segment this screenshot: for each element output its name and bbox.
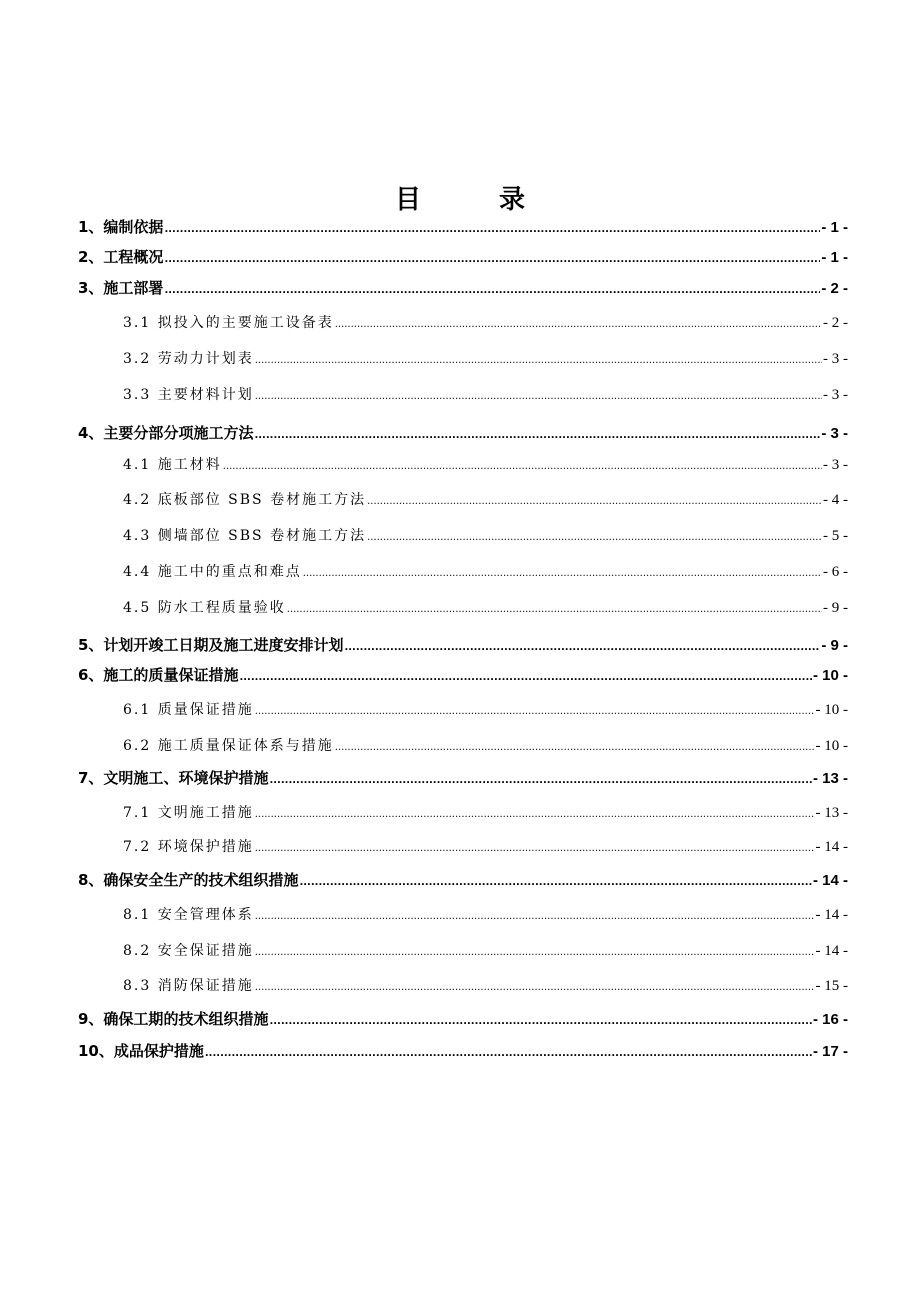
toc-entry-page-number: - 1 -	[821, 249, 848, 266]
toc-entry-label: 6.1 质量保证措施	[123, 702, 254, 718]
toc-entry-label: 7、文明施工、环境保护措施	[78, 769, 269, 787]
toc-dot-leader	[255, 836, 815, 860]
toc-entry-chapter[interactable]	[78, 869, 848, 891]
toc-entry-label: 3.2 劳动力计划表	[123, 351, 254, 367]
toc-entry-label: 7.2 环境保护措施	[123, 839, 254, 855]
toc-dot-leader	[164, 246, 820, 271]
toc-entry-section[interactable]	[78, 561, 848, 583]
toc-entry-page-number: - 3 -	[823, 351, 848, 367]
toc-dot-leader	[239, 664, 812, 689]
toc-dot-leader	[255, 802, 815, 826]
toc-entry-page-number: - 6 -	[823, 564, 848, 580]
toc-entry-label: 8.3 消防保证措施	[123, 978, 254, 994]
toc-entry-label: 8、确保安全生产的技术组织措施	[78, 871, 299, 889]
toc-entry-page-number: - 10 -	[815, 738, 848, 754]
toc-dot-leader	[223, 454, 822, 478]
toc-dot-leader	[255, 975, 815, 999]
toc-dot-leader	[303, 561, 822, 585]
toc-entry-page-number: - 17 -	[812, 1043, 848, 1060]
toc-entry-section[interactable]	[78, 699, 848, 721]
toc-entry-page-number: - 13 -	[812, 770, 848, 787]
toc-entry-page-number: - 10 -	[815, 702, 848, 718]
toc-dot-leader	[299, 869, 812, 894]
toc-entry-page-number: - 14 -	[815, 907, 848, 923]
toc-entry-label: 3.3 主要材料计划	[123, 387, 254, 403]
toc-entry-page-number: - 9 -	[823, 600, 848, 616]
toc-entry-label: 8.1 安全管理体系	[123, 907, 254, 923]
toc-entry-label: 6.2 施工质量保证体系与措施	[123, 738, 334, 754]
toc-entry-label: 5、计划开竣工日期及施工进度安排计划	[78, 636, 344, 654]
toc-entry-section[interactable]	[78, 975, 848, 997]
toc-entry-section[interactable]	[78, 735, 848, 757]
toc-entry-chapter[interactable]	[78, 246, 848, 268]
toc-dot-leader	[255, 940, 815, 964]
toc-dot-leader	[335, 735, 815, 759]
toc-entry-chapter[interactable]	[78, 422, 848, 444]
page-title: 目 录	[394, 185, 551, 215]
toc-entry-section[interactable]	[78, 802, 848, 824]
toc-entry-page-number: - 2 -	[823, 315, 848, 331]
toc-entry-page-number: - 9 -	[821, 637, 848, 654]
toc-dot-leader	[344, 634, 820, 659]
toc-dot-leader	[287, 597, 822, 621]
toc-entry-chapter[interactable]	[78, 1008, 848, 1030]
toc-dot-leader	[164, 216, 820, 241]
toc-entry-label: 3.1 拟投入的主要施工设备表	[123, 315, 334, 331]
toc-entry-page-number: - 4 -	[823, 492, 848, 508]
toc-dot-leader	[254, 422, 820, 447]
toc-entry-section[interactable]	[78, 836, 848, 858]
toc-entry-page-number: - 3 -	[823, 457, 848, 473]
toc-entry-label: 3、施工部署	[78, 279, 164, 297]
toc-entry-label: 8.2 安全保证措施	[123, 943, 254, 959]
toc-entry-chapter[interactable]	[78, 216, 848, 238]
toc-entry-section[interactable]	[78, 597, 848, 619]
toc-entry-section[interactable]	[78, 348, 848, 370]
toc-entry-label: 4.3 侧墙部位 SBS 卷材施工方法	[123, 528, 367, 544]
toc-entry-section[interactable]	[78, 312, 848, 334]
toc-dot-leader	[205, 1040, 812, 1065]
toc-entry-page-number: - 1 -	[821, 219, 848, 236]
toc-dot-leader	[367, 489, 822, 513]
toc-entry-chapter[interactable]	[78, 1040, 848, 1062]
toc-entry-label: 6、施工的质量保证措施	[78, 666, 239, 684]
toc-entry-label: 4.4 施工中的重点和难点	[123, 564, 302, 580]
toc-dot-leader	[367, 525, 822, 549]
toc-entry-label: 9、确保工期的技术组织措施	[78, 1010, 269, 1028]
toc-entry-label: 4、主要分部分项施工方法	[78, 424, 254, 442]
toc-entry-label: 2、工程概况	[78, 248, 164, 266]
toc-entry-page-number: - 3 -	[823, 387, 848, 403]
toc-entry-page-number: - 16 -	[812, 1011, 848, 1028]
toc-dot-leader	[255, 904, 815, 928]
toc-entry-section[interactable]	[78, 940, 848, 962]
toc-entry-section[interactable]	[78, 525, 848, 547]
toc-entry-page-number: - 2 -	[821, 280, 848, 297]
toc-entry-section[interactable]	[78, 384, 848, 406]
toc-entry-label: 4.1 施工材料	[123, 457, 222, 473]
toc-entry-section[interactable]	[78, 904, 848, 926]
toc-entry-label: 10、成品保护措施	[78, 1042, 204, 1060]
toc-entry-page-number: - 14 -	[815, 943, 848, 959]
toc-entry-section[interactable]	[78, 489, 848, 511]
toc-entry-page-number: - 14 -	[812, 872, 848, 889]
toc-dot-leader	[164, 277, 820, 302]
toc-entry-page-number: - 13 -	[815, 805, 848, 821]
toc-entry-label: 4.5 防水工程质量验收	[123, 600, 286, 616]
toc-dot-leader	[255, 348, 822, 372]
toc-entry-section[interactable]	[78, 454, 848, 476]
toc-dot-leader	[269, 1008, 812, 1033]
toc-entry-chapter[interactable]	[78, 767, 848, 789]
toc-entry-page-number: - 10 -	[812, 667, 848, 684]
toc-entry-page-number: - 5 -	[823, 528, 848, 544]
toc-entry-page-number: - 15 -	[815, 978, 848, 994]
toc-entry-label: 7.1 文明施工措施	[123, 805, 254, 821]
toc-entry-chapter[interactable]	[78, 277, 848, 299]
toc-dot-leader	[269, 767, 812, 792]
toc-entry-page-number: - 14 -	[815, 839, 848, 855]
toc-entry-chapter[interactable]	[78, 664, 848, 686]
toc-dot-leader	[335, 312, 822, 336]
toc-dot-leader	[255, 699, 815, 723]
toc-entry-chapter[interactable]	[78, 634, 848, 656]
toc-entry-page-number: - 3 -	[821, 425, 848, 442]
toc-entry-label: 1、编制依据	[78, 218, 164, 236]
toc-entry-label: 4.2 底板部位 SBS 卷材施工方法	[123, 492, 367, 508]
toc-dot-leader	[255, 384, 822, 408]
